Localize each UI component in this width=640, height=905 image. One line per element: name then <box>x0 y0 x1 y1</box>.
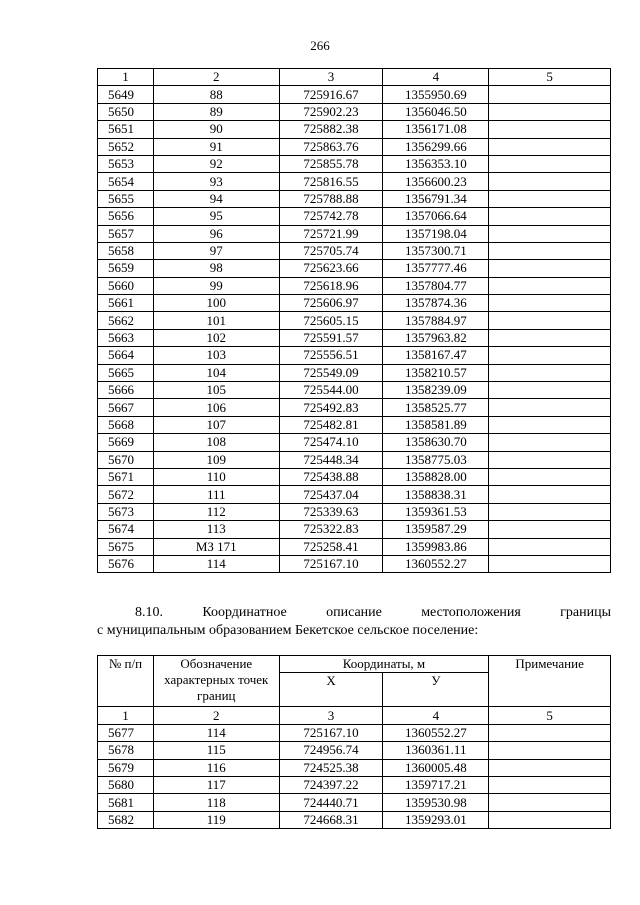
table-cell <box>489 260 611 277</box>
table-cell: 5665 <box>98 364 154 381</box>
table-cell: 1357777.46 <box>383 260 489 277</box>
table-cell: 1358239.09 <box>383 382 489 399</box>
table-cell: 89 <box>153 103 279 120</box>
table-cell: 725167.10 <box>279 555 383 572</box>
section-word: границы <box>560 605 611 620</box>
table-row <box>98 295 611 312</box>
table-cell: 119 <box>153 811 279 828</box>
column-number-cell: 1 <box>98 69 154 86</box>
table-cell: 104 <box>153 364 279 381</box>
table-row <box>98 173 611 190</box>
table-row <box>98 468 611 485</box>
table-cell <box>489 555 611 572</box>
table-cell: 725322.83 <box>279 521 383 538</box>
column-number-cell: 3 <box>279 69 383 86</box>
table-row <box>98 382 611 399</box>
column-number-cell: 2 <box>153 707 279 724</box>
table-cell: 725855.78 <box>279 155 383 172</box>
table-cell: 725556.51 <box>279 347 383 364</box>
table-row <box>98 776 611 793</box>
table-cell: 5658 <box>98 242 154 259</box>
table-row <box>98 312 611 329</box>
table-row <box>98 364 611 381</box>
table-cell: 95 <box>153 208 279 225</box>
table-cell: 725863.76 <box>279 138 383 155</box>
table-cell <box>489 486 611 503</box>
table-row <box>98 724 611 741</box>
table-cell: 725437.04 <box>279 486 383 503</box>
table-row <box>98 347 611 364</box>
table-cell: 5653 <box>98 155 154 172</box>
table-cell: 5659 <box>98 260 154 277</box>
table-cell: 91 <box>153 138 279 155</box>
table-cell: 111 <box>153 486 279 503</box>
table-row <box>98 794 611 811</box>
table-cell: 115 <box>153 742 279 759</box>
table-cell <box>489 312 611 329</box>
table-row <box>98 503 611 520</box>
column-number-row <box>98 707 611 724</box>
column-number-cell: 5 <box>489 707 611 724</box>
table-cell: 1358210.57 <box>383 364 489 381</box>
table-cell: 725606.97 <box>279 295 383 312</box>
column-number-cell: 4 <box>383 69 489 86</box>
table-cell: 1356600.23 <box>383 173 489 190</box>
table-cell: 5682 <box>98 811 154 828</box>
table-cell: 92 <box>153 155 279 172</box>
table-cell: 5664 <box>98 347 154 364</box>
table-cell <box>489 86 611 103</box>
table-cell: 96 <box>153 225 279 242</box>
table-cell: 725882.38 <box>279 121 383 138</box>
column-number-cell: 5 <box>489 69 611 86</box>
table-cell: 725605.15 <box>279 312 383 329</box>
section-word: местоположения <box>421 605 521 620</box>
table-cell: 5676 <box>98 555 154 572</box>
table-cell: 114 <box>153 555 279 572</box>
table-cell: 724440.71 <box>279 794 383 811</box>
table-cell <box>489 538 611 555</box>
table-cell: 5678 <box>98 742 154 759</box>
table-cell: 5667 <box>98 399 154 416</box>
table-cell: 116 <box>153 759 279 776</box>
table-cell: 1360552.27 <box>383 724 489 741</box>
table-cell: 1356353.10 <box>383 155 489 172</box>
table-cell <box>489 776 611 793</box>
table-cell: 1359983.86 <box>383 538 489 555</box>
table-row <box>98 416 611 433</box>
table-cell: 1358775.03 <box>383 451 489 468</box>
table-cell: 1358525.77 <box>383 399 489 416</box>
table-cell: 1357884.97 <box>383 312 489 329</box>
table-cell: 112 <box>153 503 279 520</box>
table-row <box>98 277 611 294</box>
table-cell: 99 <box>153 277 279 294</box>
table-row <box>98 434 611 451</box>
table-cell <box>489 364 611 381</box>
table-cell: 724397.22 <box>279 776 383 793</box>
table-cell: МЗ 171 <box>153 538 279 555</box>
table-row <box>98 155 611 172</box>
table-cell: 725916.67 <box>279 86 383 103</box>
table-cell: 1356299.66 <box>383 138 489 155</box>
table-cell: 5680 <box>98 776 154 793</box>
table-cell: 5670 <box>98 451 154 468</box>
table-cell: 725902.23 <box>279 103 383 120</box>
table-cell: 5661 <box>98 295 154 312</box>
table-cell: 1360361.11 <box>383 742 489 759</box>
table-cell: 1359587.29 <box>383 521 489 538</box>
table-row <box>98 190 611 207</box>
table-cell: 725438.88 <box>279 468 383 485</box>
table-row <box>98 399 611 416</box>
table-cell: 1358581.89 <box>383 416 489 433</box>
table-cell: 5655 <box>98 190 154 207</box>
table-cell: 5666 <box>98 382 154 399</box>
table-cell: 725492.83 <box>279 399 383 416</box>
table-cell: 725721.99 <box>279 225 383 242</box>
table-cell: 106 <box>153 399 279 416</box>
table-cell <box>489 138 611 155</box>
table-cell <box>489 811 611 828</box>
table-row <box>98 538 611 555</box>
table-cell <box>489 794 611 811</box>
table-cell: 5669 <box>98 434 154 451</box>
table-row <box>98 742 611 759</box>
section-heading-line1 <box>97 604 611 622</box>
table-cell: 5668 <box>98 416 154 433</box>
table-cell <box>489 468 611 485</box>
table-cell <box>489 329 611 346</box>
column-number-cell: 4 <box>383 707 489 724</box>
table-cell: 725339.63 <box>279 503 383 520</box>
table-cell <box>489 295 611 312</box>
table-cell: 725474.10 <box>279 434 383 451</box>
table-cell: 5649 <box>98 86 154 103</box>
table-cell: 725742.78 <box>279 208 383 225</box>
table-cell: 110 <box>153 468 279 485</box>
table-cell: 724525.38 <box>279 759 383 776</box>
table-cell <box>489 451 611 468</box>
table-cell: 1358838.31 <box>383 486 489 503</box>
table-cell: 725816.55 <box>279 173 383 190</box>
table-cell: 5657 <box>98 225 154 242</box>
table-cell: 725258.41 <box>279 538 383 555</box>
table-cell <box>489 242 611 259</box>
boundary-coordinates-table <box>97 655 611 829</box>
table-cell: 98 <box>153 260 279 277</box>
header-y: У <box>383 673 489 707</box>
table-cell: 1359361.53 <box>383 503 489 520</box>
table-cell <box>489 434 611 451</box>
table-row <box>98 86 611 103</box>
table-cell: 5654 <box>98 173 154 190</box>
table-cell <box>489 724 611 741</box>
table-cell: 113 <box>153 521 279 538</box>
table-row <box>98 486 611 503</box>
column-number-cell: 2 <box>153 69 279 86</box>
table-cell: 1359530.98 <box>383 794 489 811</box>
table-cell: 93 <box>153 173 279 190</box>
table-cell: 1359293.01 <box>383 811 489 828</box>
table-cell: 5650 <box>98 103 154 120</box>
table-cell: 1360552.27 <box>383 555 489 572</box>
table-cell <box>489 503 611 520</box>
section-number: 8.10. <box>135 605 163 620</box>
table-row <box>98 103 611 120</box>
table-cell: 725591.57 <box>279 329 383 346</box>
table-row <box>98 208 611 225</box>
table-cell: 118 <box>153 794 279 811</box>
header-note: Примечание <box>489 656 611 707</box>
table-cell: 101 <box>153 312 279 329</box>
table-cell <box>489 399 611 416</box>
table-cell: 5673 <box>98 503 154 520</box>
table-cell: 725544.00 <box>279 382 383 399</box>
column-number-cell: 1 <box>98 707 154 724</box>
table-row <box>98 138 611 155</box>
table-cell: 117 <box>153 776 279 793</box>
column-number-row <box>98 69 611 86</box>
table-row <box>98 329 611 346</box>
table-cell: 724956.74 <box>279 742 383 759</box>
coordinates-table-continued <box>97 68 611 573</box>
table-cell: 725549.09 <box>279 364 383 381</box>
table-row <box>98 260 611 277</box>
table-cell: 725167.10 <box>279 724 383 741</box>
table-cell: 5652 <box>98 138 154 155</box>
column-number-cell: 3 <box>279 707 383 724</box>
table-cell <box>489 225 611 242</box>
header-coordinates: Координаты, м <box>279 656 489 673</box>
table-cell <box>489 173 611 190</box>
table-cell: 90 <box>153 121 279 138</box>
table-row <box>98 242 611 259</box>
table-cell <box>489 155 611 172</box>
table-cell: 102 <box>153 329 279 346</box>
table-cell: 5671 <box>98 468 154 485</box>
table-cell <box>489 742 611 759</box>
table-cell: 1357874.36 <box>383 295 489 312</box>
section-word: описание <box>326 605 382 620</box>
table-cell <box>489 521 611 538</box>
table-cell: 107 <box>153 416 279 433</box>
table-cell: 97 <box>153 242 279 259</box>
table-cell <box>489 277 611 294</box>
table-cell: 1359717.21 <box>383 776 489 793</box>
table-cell: 725618.96 <box>279 277 383 294</box>
table-cell <box>489 103 611 120</box>
table-cell: 5681 <box>98 794 154 811</box>
table-cell: 725705.74 <box>279 242 383 259</box>
page-number: 266 <box>310 38 330 53</box>
table-cell: 725448.34 <box>279 451 383 468</box>
table-cell: 1356791.34 <box>383 190 489 207</box>
header-number: № п/п <box>98 656 154 707</box>
table-cell: 5679 <box>98 759 154 776</box>
header-designation: Обозначение характерных точек границ <box>153 656 279 707</box>
table-cell <box>489 382 611 399</box>
table-cell: 103 <box>153 347 279 364</box>
table-row <box>98 521 611 538</box>
table-cell: 5662 <box>98 312 154 329</box>
table-cell: 1357963.82 <box>383 329 489 346</box>
section-word: Координатное <box>202 605 287 620</box>
table-cell: 88 <box>153 86 279 103</box>
table-cell: 5656 <box>98 208 154 225</box>
table-cell: 1356046.50 <box>383 103 489 120</box>
table-row <box>98 759 611 776</box>
table-cell <box>489 759 611 776</box>
table-cell: 5675 <box>98 538 154 555</box>
table-row <box>98 451 611 468</box>
table-cell: 725788.88 <box>279 190 383 207</box>
table-cell <box>489 208 611 225</box>
section-heading-line2: с муниципальным образованием Бекетское сельское поселение: <box>97 623 479 638</box>
table-cell: 1358828.00 <box>383 468 489 485</box>
table-cell: 1357066.64 <box>383 208 489 225</box>
table-cell: 5677 <box>98 724 154 741</box>
table-row <box>98 555 611 572</box>
table-cell: 105 <box>153 382 279 399</box>
table-cell: 1355950.69 <box>383 86 489 103</box>
table-cell: 1358630.70 <box>383 434 489 451</box>
header-x: Х <box>279 673 383 707</box>
table-row <box>98 121 611 138</box>
table-cell <box>489 121 611 138</box>
table-cell: 5660 <box>98 277 154 294</box>
table-cell: 94 <box>153 190 279 207</box>
table-cell: 5674 <box>98 521 154 538</box>
table-cell: 109 <box>153 451 279 468</box>
table-cell: 725623.66 <box>279 260 383 277</box>
table-cell: 724668.31 <box>279 811 383 828</box>
table-cell: 5663 <box>98 329 154 346</box>
table-row <box>98 811 611 828</box>
table-cell: 114 <box>153 724 279 741</box>
table-cell: 1357198.04 <box>383 225 489 242</box>
table-cell <box>489 416 611 433</box>
table-cell: 5651 <box>98 121 154 138</box>
table-cell: 1358167.47 <box>383 347 489 364</box>
table-cell: 725482.81 <box>279 416 383 433</box>
table-cell: 5672 <box>98 486 154 503</box>
table-cell: 1360005.48 <box>383 759 489 776</box>
table-cell <box>489 347 611 364</box>
table-cell: 100 <box>153 295 279 312</box>
table-cell <box>489 190 611 207</box>
table-row <box>98 225 611 242</box>
table-cell: 1356171.08 <box>383 121 489 138</box>
table-cell: 108 <box>153 434 279 451</box>
table-cell: 1357804.77 <box>383 277 489 294</box>
table-cell: 1357300.71 <box>383 242 489 259</box>
